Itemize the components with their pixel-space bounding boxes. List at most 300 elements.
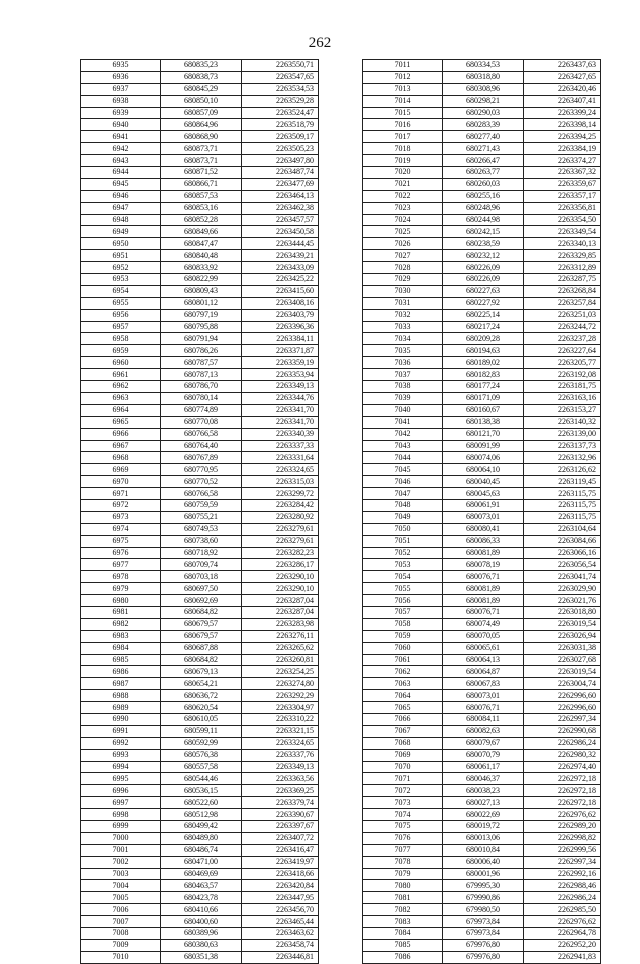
y-coordinate-cell: 2262997,34 [524,713,601,725]
x-coordinate-cell: 680078,19 [443,559,524,571]
point-number-cell: 7013 [363,83,443,95]
point-number-cell: 6953 [81,274,161,286]
table-row [363,131,601,143]
x-coordinate-cell: 679973,84 [443,916,524,928]
table-row [81,928,319,940]
y-coordinate-cell: 2263279,61 [242,523,319,535]
x-coordinate-cell: 680334,53 [443,60,524,72]
x-coordinate-cell: 680076,71 [443,702,524,714]
point-number-cell: 7050 [363,523,443,535]
y-coordinate-cell: 2263398,14 [524,119,601,131]
point-number-cell: 7020 [363,167,443,179]
table-row [363,369,601,381]
y-coordinate-cell: 2263353,94 [242,369,319,381]
y-coordinate-cell: 2263425,22 [242,274,319,286]
table-row [363,928,601,940]
point-number-cell: 7056 [363,595,443,607]
y-coordinate-cell: 2263415,60 [242,285,319,297]
x-coordinate-cell: 680849,66 [161,226,242,238]
y-coordinate-cell: 2263104,64 [524,523,601,535]
point-number-cell: 7059 [363,630,443,642]
x-coordinate-cell: 680217,24 [443,321,524,333]
coordinates-table-left [80,59,319,964]
x-coordinate-cell: 680232,12 [443,250,524,262]
x-coordinate-cell: 680610,05 [161,713,242,725]
table-row [81,821,319,833]
table-row [363,856,601,868]
y-coordinate-cell: 2263324,65 [242,464,319,476]
table-row [81,309,319,321]
table-row [81,95,319,107]
point-number-cell: 7042 [363,428,443,440]
x-coordinate-cell: 680084,11 [443,713,524,725]
y-coordinate-cell: 2263119,45 [524,476,601,488]
table-row [363,392,601,404]
x-coordinate-cell: 680684,82 [161,654,242,666]
table-row [363,202,601,214]
table-row [363,690,601,702]
x-coordinate-cell: 680076,71 [443,606,524,618]
y-coordinate-cell: 2263547,65 [242,71,319,83]
table-row [81,713,319,725]
point-number-cell: 6988 [81,690,161,702]
x-coordinate-cell: 680512,98 [161,809,242,821]
x-coordinate-cell: 680866,71 [161,178,242,190]
x-coordinate-cell: 680081,89 [443,595,524,607]
table-row [81,761,319,773]
table-row [363,773,601,785]
x-coordinate-cell: 680759,59 [161,499,242,511]
x-coordinate-cell: 680822,99 [161,274,242,286]
point-number-cell: 7057 [363,606,443,618]
table-row [81,285,319,297]
table-row [363,262,601,274]
table-row [363,60,601,72]
table-row [81,250,319,262]
y-coordinate-cell: 2263287,75 [524,274,601,286]
x-coordinate-cell: 680351,38 [161,951,242,963]
table-row [363,83,601,95]
point-number-cell: 7022 [363,190,443,202]
table-row [363,250,601,262]
x-coordinate-cell: 680013,06 [443,832,524,844]
y-coordinate-cell: 2263084,66 [524,535,601,547]
table-row [81,535,319,547]
y-coordinate-cell: 2263534,53 [242,83,319,95]
table-row [363,345,601,357]
table-row [81,916,319,928]
x-coordinate-cell: 680809,43 [161,285,242,297]
point-number-cell: 7032 [363,309,443,321]
x-coordinate-cell: 680833,92 [161,262,242,274]
point-number-cell: 6996 [81,785,161,797]
y-coordinate-cell: 2262992,16 [524,868,601,880]
table-row [81,702,319,714]
point-number-cell: 7024 [363,214,443,226]
x-coordinate-cell: 680463,57 [161,880,242,892]
y-coordinate-cell: 2263299,72 [242,488,319,500]
x-coordinate-cell: 680709,74 [161,559,242,571]
point-number-cell: 6981 [81,606,161,618]
table-row [81,488,319,500]
x-coordinate-cell: 680620,54 [161,702,242,714]
point-number-cell: 6975 [81,535,161,547]
x-coordinate-cell: 679976,80 [443,951,524,963]
x-coordinate-cell: 680182,83 [443,369,524,381]
point-number-cell: 6989 [81,702,161,714]
x-coordinate-cell: 680786,70 [161,381,242,393]
y-coordinate-cell: 2263487,74 [242,167,319,179]
y-coordinate-cell: 2263205,77 [524,357,601,369]
x-coordinate-cell: 680067,83 [443,678,524,690]
point-number-cell: 6938 [81,95,161,107]
table-row [81,868,319,880]
point-number-cell: 7044 [363,452,443,464]
y-coordinate-cell: 2263403,79 [242,309,319,321]
point-number-cell: 6955 [81,297,161,309]
table-row [81,416,319,428]
x-coordinate-cell: 680684,82 [161,606,242,618]
x-coordinate-cell: 680046,37 [443,773,524,785]
x-coordinate-cell: 680679,13 [161,666,242,678]
y-coordinate-cell: 2263390,67 [242,809,319,821]
point-number-cell: 7048 [363,499,443,511]
y-coordinate-cell: 2263379,74 [242,797,319,809]
table-row [363,143,601,155]
point-number-cell: 6973 [81,511,161,523]
x-coordinate-cell: 680189,02 [443,357,524,369]
table-row [363,785,601,797]
table-row [81,178,319,190]
x-coordinate-cell: 680636,72 [161,690,242,702]
table-row [81,809,319,821]
x-coordinate-cell: 680010,84 [443,844,524,856]
y-coordinate-cell: 2263374,27 [524,155,601,167]
y-coordinate-cell: 2263447,95 [242,892,319,904]
x-coordinate-cell: 680703,18 [161,571,242,583]
y-coordinate-cell: 2263244,72 [524,321,601,333]
point-number-cell: 6942 [81,143,161,155]
point-number-cell: 6979 [81,583,161,595]
y-coordinate-cell: 2263529,28 [242,95,319,107]
y-coordinate-cell: 2263394,25 [524,131,601,143]
table-row [81,785,319,797]
point-number-cell: 6944 [81,167,161,179]
point-number-cell: 7078 [363,856,443,868]
y-coordinate-cell: 2263126,62 [524,464,601,476]
x-coordinate-cell: 680864,96 [161,119,242,131]
y-coordinate-cell: 2263329,85 [524,250,601,262]
x-coordinate-cell: 680227,63 [443,285,524,297]
table-row [81,155,319,167]
x-coordinate-cell: 680787,13 [161,369,242,381]
y-coordinate-cell: 2263354,50 [524,214,601,226]
y-coordinate-cell: 2263407,41 [524,95,601,107]
point-number-cell: 6965 [81,416,161,428]
x-coordinate-cell: 680070,05 [443,630,524,642]
point-number-cell: 7058 [363,618,443,630]
table-row [81,226,319,238]
table-row [81,333,319,345]
y-coordinate-cell: 2263439,21 [242,250,319,262]
y-coordinate-cell: 2263344,76 [242,392,319,404]
x-coordinate-cell: 680244,98 [443,214,524,226]
table-row [363,274,601,286]
y-coordinate-cell: 2262952,20 [524,939,601,951]
x-coordinate-cell: 680767,89 [161,452,242,464]
point-number-cell: 7023 [363,202,443,214]
x-coordinate-cell: 680260,03 [443,178,524,190]
x-coordinate-cell: 680263,77 [443,167,524,179]
y-coordinate-cell: 2263287,04 [242,595,319,607]
y-coordinate-cell: 2263416,47 [242,844,319,856]
y-coordinate-cell: 2263254,25 [242,666,319,678]
x-coordinate-cell: 680138,38 [443,416,524,428]
point-number-cell: 7007 [81,916,161,928]
point-number-cell: 6974 [81,523,161,535]
table-row [81,666,319,678]
x-coordinate-cell: 680410,66 [161,904,242,916]
y-coordinate-cell: 2263427,65 [524,71,601,83]
x-coordinate-cell: 680599,11 [161,725,242,737]
table-row [81,939,319,951]
table-row [363,440,601,452]
point-number-cell: 6950 [81,238,161,250]
x-coordinate-cell: 680770,52 [161,476,242,488]
point-number-cell: 7063 [363,678,443,690]
x-coordinate-cell: 680079,67 [443,737,524,749]
y-coordinate-cell: 2263019,54 [524,666,601,678]
table-row [81,547,319,559]
y-coordinate-cell: 2263315,03 [242,476,319,488]
table-row [363,844,601,856]
point-number-cell: 7043 [363,440,443,452]
point-number-cell: 6984 [81,642,161,654]
y-coordinate-cell: 2263276,11 [242,630,319,642]
table-row [81,440,319,452]
table-row [363,321,601,333]
y-coordinate-cell: 2263265,62 [242,642,319,654]
table-row [81,773,319,785]
point-number-cell: 6949 [81,226,161,238]
x-coordinate-cell: 680471,00 [161,856,242,868]
x-coordinate-cell: 680225,14 [443,309,524,321]
table-row [81,511,319,523]
table-row [81,428,319,440]
page-number: 262 [308,35,332,51]
x-coordinate-cell: 680019,72 [443,821,524,833]
table-row [363,357,601,369]
table-row [363,107,601,119]
point-number-cell: 7027 [363,250,443,262]
y-coordinate-cell: 2263357,17 [524,190,601,202]
table-row [363,416,601,428]
y-coordinate-cell: 2263384,19 [524,143,601,155]
table-row [363,155,601,167]
point-number-cell: 7026 [363,238,443,250]
point-number-cell: 7030 [363,285,443,297]
table-row [363,464,601,476]
point-number-cell: 6978 [81,571,161,583]
y-coordinate-cell: 2262986,24 [524,892,601,904]
point-number-cell: 7010 [81,951,161,963]
table-row [363,190,601,202]
point-number-cell: 6992 [81,737,161,749]
point-number-cell: 7039 [363,392,443,404]
y-coordinate-cell: 2263524,47 [242,107,319,119]
point-number-cell: 7016 [363,119,443,131]
y-coordinate-cell: 2263384,11 [242,333,319,345]
table-row [363,119,601,131]
x-coordinate-cell: 680738,60 [161,535,242,547]
table-row [81,214,319,226]
x-coordinate-cell: 679976,80 [443,939,524,951]
point-number-cell: 6946 [81,190,161,202]
x-coordinate-cell: 680853,16 [161,202,242,214]
y-coordinate-cell: 2263284,42 [242,499,319,511]
table-row [363,904,601,916]
table-row [81,880,319,892]
x-coordinate-cell: 680847,47 [161,238,242,250]
y-coordinate-cell: 2263137,73 [524,440,601,452]
x-coordinate-cell: 680040,45 [443,476,524,488]
y-coordinate-cell: 2263310,22 [242,713,319,725]
table-row [81,274,319,286]
x-coordinate-cell: 679995,30 [443,880,524,892]
y-coordinate-cell: 2263397,67 [242,821,319,833]
table-row [81,904,319,916]
x-coordinate-cell: 680045,63 [443,488,524,500]
y-coordinate-cell: 2263066,16 [524,547,601,559]
x-coordinate-cell: 679980,50 [443,904,524,916]
table-row [81,190,319,202]
point-number-cell: 6948 [81,214,161,226]
table-row [363,499,601,511]
point-number-cell: 7018 [363,143,443,155]
x-coordinate-cell: 679990,86 [443,892,524,904]
point-number-cell: 7049 [363,511,443,523]
x-coordinate-cell: 680489,80 [161,832,242,844]
table-row [81,60,319,72]
x-coordinate-cell: 680121,70 [443,428,524,440]
point-number-cell: 7075 [363,821,443,833]
point-number-cell: 6951 [81,250,161,262]
table-row [363,892,601,904]
point-number-cell: 7083 [363,916,443,928]
point-number-cell: 6939 [81,107,161,119]
point-number-cell: 7072 [363,785,443,797]
point-number-cell: 6969 [81,464,161,476]
table-row [363,95,601,107]
x-coordinate-cell: 680074,06 [443,452,524,464]
y-coordinate-cell: 2263290,10 [242,583,319,595]
y-coordinate-cell: 2263463,62 [242,928,319,940]
point-number-cell: 6987 [81,678,161,690]
table-row [81,725,319,737]
x-coordinate-cell: 680070,79 [443,749,524,761]
x-coordinate-cell: 680852,28 [161,214,242,226]
y-coordinate-cell: 2263163,16 [524,392,601,404]
x-coordinate-cell: 680770,95 [161,464,242,476]
y-coordinate-cell: 2263349,13 [242,761,319,773]
table-row [81,404,319,416]
point-number-cell: 6997 [81,797,161,809]
y-coordinate-cell: 2263363,56 [242,773,319,785]
y-coordinate-cell: 2263418,66 [242,868,319,880]
x-coordinate-cell: 680061,91 [443,499,524,511]
x-coordinate-cell: 680074,49 [443,618,524,630]
table-row [363,571,601,583]
x-coordinate-cell: 680091,99 [443,440,524,452]
point-number-cell: 7077 [363,844,443,856]
y-coordinate-cell: 2263407,72 [242,832,319,844]
table-row [81,737,319,749]
x-coordinate-cell: 680718,92 [161,547,242,559]
x-coordinate-cell: 680082,63 [443,725,524,737]
x-coordinate-cell: 680080,41 [443,523,524,535]
point-number-cell: 7065 [363,702,443,714]
y-coordinate-cell: 2263257,84 [524,297,601,309]
table-row [363,309,601,321]
x-coordinate-cell: 680797,19 [161,309,242,321]
y-coordinate-cell: 2263349,13 [242,381,319,393]
table-row [81,392,319,404]
point-number-cell: 7036 [363,357,443,369]
point-number-cell: 6947 [81,202,161,214]
table-row [363,761,601,773]
y-coordinate-cell: 2263026,94 [524,630,601,642]
x-coordinate-cell: 680177,24 [443,381,524,393]
point-number-cell: 6966 [81,428,161,440]
point-number-cell: 7005 [81,892,161,904]
table-row [81,630,319,642]
table-row [81,642,319,654]
y-coordinate-cell: 2262972,18 [524,785,601,797]
y-coordinate-cell: 2263140,32 [524,416,601,428]
table-row [81,892,319,904]
point-number-cell: 7011 [363,60,443,72]
point-number-cell: 6963 [81,392,161,404]
point-number-cell: 7033 [363,321,443,333]
point-number-cell: 7055 [363,583,443,595]
x-coordinate-cell: 680073,01 [443,690,524,702]
point-number-cell: 7017 [363,131,443,143]
point-number-cell: 7021 [363,178,443,190]
x-coordinate-cell: 680389,96 [161,928,242,940]
point-number-cell: 7029 [363,274,443,286]
x-coordinate-cell: 680073,01 [443,511,524,523]
y-coordinate-cell: 2263304,97 [242,702,319,714]
y-coordinate-cell: 2263321,15 [242,725,319,737]
table-row [363,880,601,892]
table-row [363,167,601,179]
y-coordinate-cell: 2263371,87 [242,345,319,357]
table-row [363,630,601,642]
point-number-cell: 7073 [363,797,443,809]
point-number-cell: 6998 [81,809,161,821]
y-coordinate-cell: 2262976,62 [524,809,601,821]
x-coordinate-cell: 680838,73 [161,71,242,83]
y-coordinate-cell: 2263419,97 [242,856,319,868]
x-coordinate-cell: 680423,78 [161,892,242,904]
table-row [363,797,601,809]
table-row [81,238,319,250]
point-number-cell: 7060 [363,642,443,654]
x-coordinate-cell: 680522,60 [161,797,242,809]
table-row [363,678,601,690]
table-row [363,916,601,928]
table-row [81,951,319,963]
